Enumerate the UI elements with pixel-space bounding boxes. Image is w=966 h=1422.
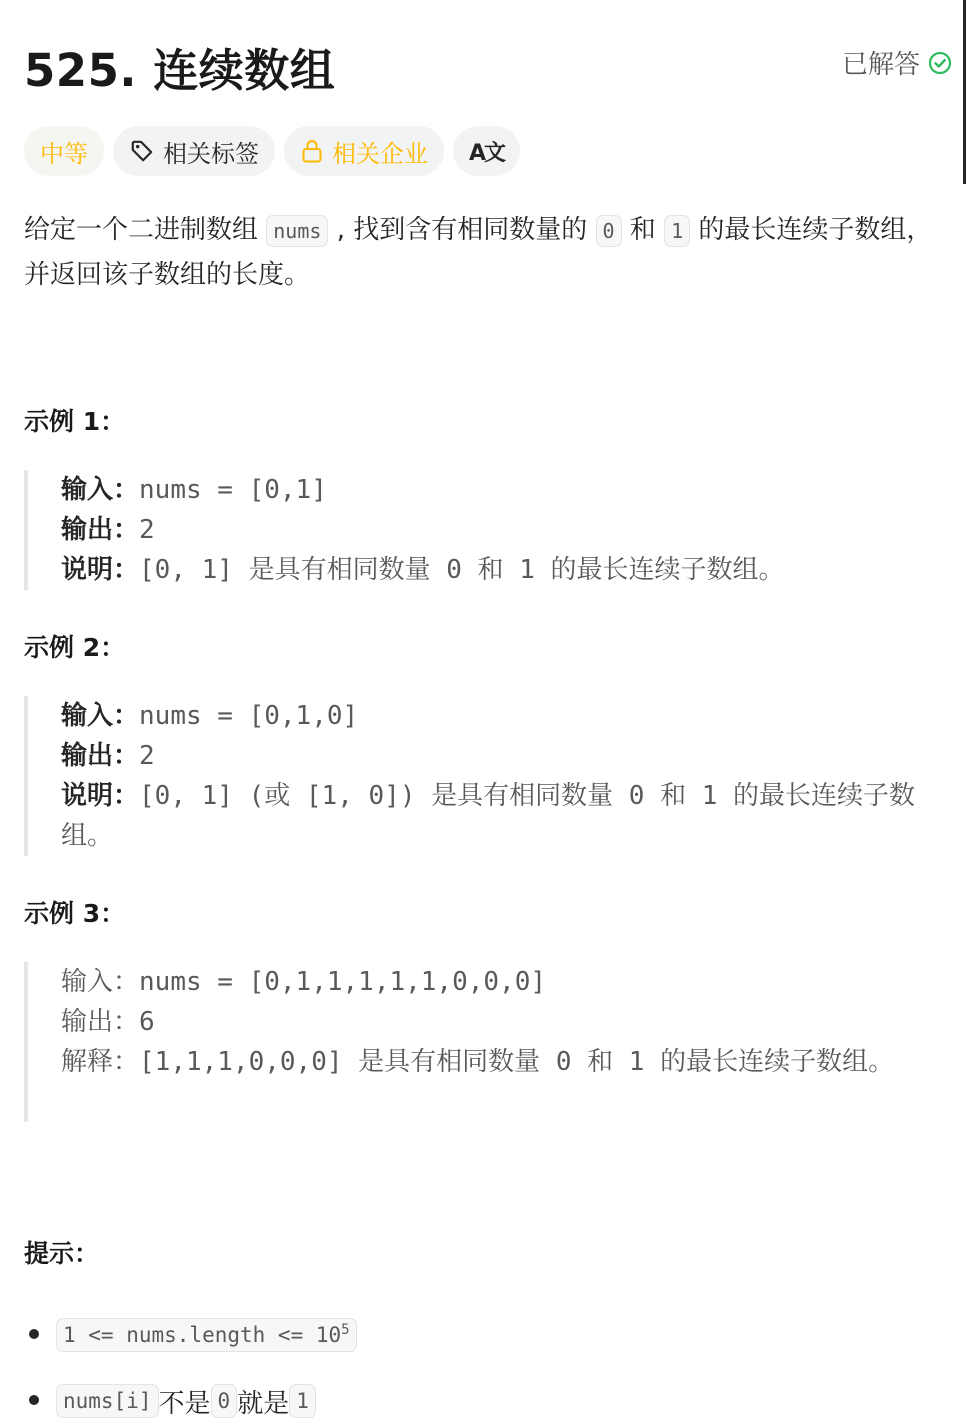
input-label: 输入：: [61, 701, 140, 731]
hint-item: [24, 1368, 357, 1422]
explain-label: 说明：: [61, 781, 140, 811]
topics-tag-button[interactable]: [113, 126, 275, 176]
output-label: 输出：: [61, 1007, 140, 1037]
hints-title: 提示：: [24, 1239, 100, 1268]
output-value: 2: [139, 515, 155, 545]
input-value: nums = [0,1]: [139, 475, 327, 505]
output-label: 输出：: [61, 741, 140, 771]
example-input-line: [61, 470, 954, 510]
example-input-line: [61, 696, 954, 736]
difficulty-badge[interactable]: [24, 126, 104, 176]
inline-code: nums: [266, 215, 328, 247]
example-2-title: 示例 2：: [24, 633, 126, 662]
output-value: 2: [139, 741, 155, 771]
inline-code: nums[i]: [56, 1384, 159, 1418]
desc-text: 的最长连续子数组，并返回该子数组的长度。: [24, 215, 933, 290]
lock-icon: [300, 138, 324, 164]
hint-text: 不是: [158, 1388, 211, 1419]
explain-value: [0, 1] 是具有相同数量 0 和 1 的最长连续子数组。: [139, 555, 785, 585]
input-label: 输入：: [61, 475, 140, 505]
check-circle-icon: [928, 51, 952, 75]
hint-code-sup: 5: [341, 1322, 350, 1338]
inline-code: 1: [664, 215, 690, 247]
inline-code: 0: [211, 1384, 238, 1418]
difficulty-label: 中等: [40, 139, 88, 168]
explain-value: [0, 1] (或 [1, 0]) 是具有相同数量 0 和 1 的最长连续子数组。: [61, 781, 916, 851]
output-value: 6: [139, 1007, 155, 1037]
example-output-line: [61, 510, 954, 550]
explain-value: [1,1,1,0,0,0] 是具有相同数量 0 和 1 的最长连续子数组。: [139, 1047, 895, 1077]
example-explain-line: [61, 776, 954, 856]
explain-label: 解释：: [61, 1047, 140, 1077]
companies-tag-label: 相关企业: [332, 139, 428, 168]
input-value: nums = [0,1,0]: [139, 701, 359, 731]
translate-button[interactable]: [453, 126, 520, 176]
solved-label: 已解答: [841, 50, 920, 80]
inline-code: [56, 1318, 357, 1352]
example-explain-line: [61, 550, 954, 590]
example-input-line: [61, 962, 954, 1002]
example-output-line: [61, 1002, 954, 1042]
problem-title[interactable]: 525. 连续数组: [24, 44, 336, 97]
desc-text: , 找到含有相同数量的: [328, 215, 596, 245]
tag-icon: [129, 138, 155, 164]
input-value: nums = [0,1,1,1,1,1,0,0,0]: [139, 967, 547, 997]
explain-label: 说明：: [61, 555, 140, 585]
output-label: 输出：: [61, 515, 140, 545]
example-3-block: [24, 962, 954, 1122]
problem-header: [24, 30, 952, 96]
example-1-title: 示例 1：: [24, 407, 126, 436]
companies-tag-button[interactable]: [284, 126, 444, 176]
example-1-block: [24, 470, 954, 590]
input-label: 输入：: [61, 967, 140, 997]
hint-code-text: 1 <= nums.length <= 10: [63, 1323, 342, 1347]
inline-code: 0: [596, 215, 622, 247]
example-explain-line: [61, 1042, 954, 1082]
desc-text: 给定一个二进制数组: [24, 215, 267, 245]
hint-item: [24, 1302, 357, 1368]
desc-text: 和: [621, 215, 665, 245]
solved-status: [842, 44, 952, 81]
inline-code: 1: [289, 1384, 316, 1418]
hints-list: [24, 1302, 357, 1422]
tag-bar: [24, 126, 520, 176]
example-output-line: [61, 736, 954, 776]
translate-icon: A文: [469, 140, 505, 166]
example-3-title: 示例 3：: [24, 899, 126, 928]
topics-tag-label: 相关标签: [163, 139, 259, 168]
example-2-block: [24, 696, 954, 856]
problem-description: [24, 208, 942, 297]
hint-text: 就是: [237, 1388, 290, 1419]
